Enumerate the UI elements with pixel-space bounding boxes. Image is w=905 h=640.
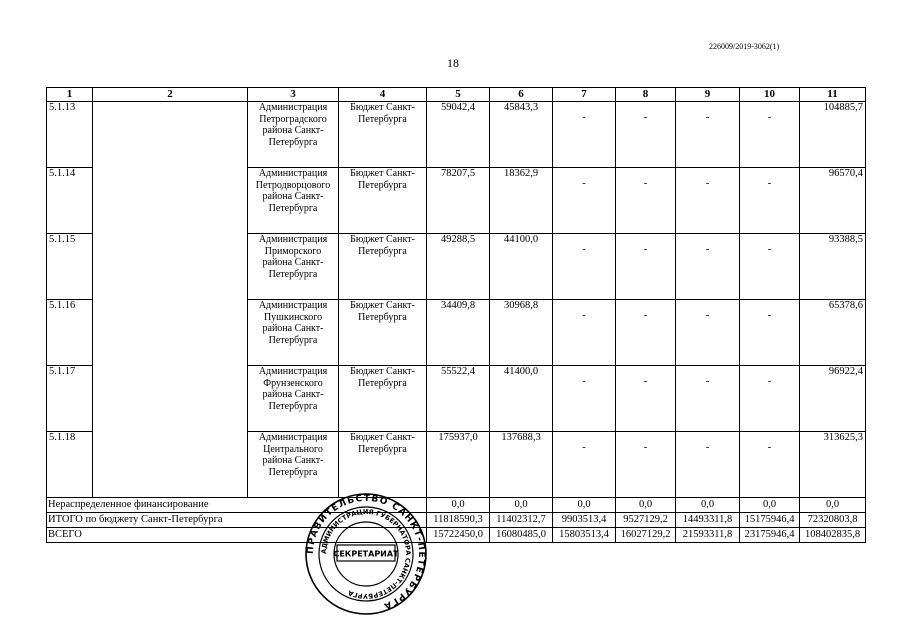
value-cell: 175937,0 [427, 432, 490, 498]
summary-label: ИТОГО по бюджету Санкт-Петербурга [47, 513, 427, 528]
summary-row-unallocated [47, 498, 866, 513]
value-cell: 55522,4 [427, 366, 490, 432]
merged-empty-cell [93, 102, 248, 498]
summary-value: 15803513,4 [553, 528, 616, 543]
summary-value: 72320803,8 [800, 513, 866, 528]
summary-value: 108402835,8 [800, 528, 866, 543]
column-header: 7 [553, 88, 616, 102]
column-header: 8 [616, 88, 676, 102]
value-cell: - [616, 234, 676, 300]
page-number: 18 [447, 56, 459, 70]
column-header: 6 [490, 88, 553, 102]
summary-value: 14493311,8 [676, 513, 740, 528]
row-number: 5.1.13 [47, 102, 93, 168]
total-cell: 65378,6 [800, 300, 866, 366]
value-cell: 44100,0 [490, 234, 553, 300]
summary-value: 11402312,7 [490, 513, 553, 528]
row-number: 5.1.17 [47, 366, 93, 432]
document-number: 226009/2019-3062(1) [709, 42, 780, 51]
value-cell: - [676, 168, 740, 234]
total-cell: 93388,5 [800, 234, 866, 300]
value-cell: 30968,8 [490, 300, 553, 366]
source-cell: Бюджет Санкт-Петербурга [339, 168, 427, 234]
summary-value: 0,0 [800, 498, 866, 513]
summary-value: 0,0 [676, 498, 740, 513]
summary-value: 16080485,0 [490, 528, 553, 543]
value-cell: 34409,8 [427, 300, 490, 366]
value-cell: - [676, 102, 740, 168]
column-header: 4 [339, 88, 427, 102]
value-cell: 137688,3 [490, 432, 553, 498]
value-cell: 78207,5 [427, 168, 490, 234]
value-cell: - [616, 102, 676, 168]
summary-value: 0,0 [616, 498, 676, 513]
column-header: 9 [676, 88, 740, 102]
value-cell: 45843,3 [490, 102, 553, 168]
source-cell: Бюджет Санкт-Петербурга [339, 366, 427, 432]
summary-value: 0,0 [427, 498, 490, 513]
value-cell: - [553, 234, 616, 300]
summary-value: 11818590,3 [427, 513, 490, 528]
summary-value: 9903513,4 [553, 513, 616, 528]
value-cell: - [553, 168, 616, 234]
source-cell: Бюджет Санкт-Петербурга [339, 300, 427, 366]
seal-inner-text: АДМИНИСТРАЦИЯ ГУБЕРНАТОРА САНКТ-ПЕТЕРБУРГА [319, 507, 413, 601]
value-cell: - [553, 102, 616, 168]
summary-value: 0,0 [740, 498, 800, 513]
column-header: 3 [248, 88, 339, 102]
agency-cell: Администрация Фрунзенского района Санкт-Петербурга [248, 366, 339, 432]
summary-value: 9527129,2 [616, 513, 676, 528]
total-cell: 313625,3 [800, 432, 866, 498]
value-cell: - [676, 300, 740, 366]
value-cell: - [740, 168, 800, 234]
value-cell: - [740, 432, 800, 498]
value-cell: - [616, 300, 676, 366]
column-header: 10 [740, 88, 800, 102]
value-cell: - [553, 366, 616, 432]
value-cell: - [740, 102, 800, 168]
source-cell: Бюджет Санкт-Петербурга [339, 102, 427, 168]
seal-outer-text: ПРАВИТЕЛЬСТВО САНКТ-ПЕТЕРБУРГА [305, 493, 427, 611]
summary-value: 0,0 [553, 498, 616, 513]
agency-cell: Администрация Приморского района Санкт-Петербурга [248, 234, 339, 300]
value-cell: - [740, 366, 800, 432]
value-cell: - [676, 234, 740, 300]
agency-cell: Администрация Центрального района Санкт-Петербурга [248, 432, 339, 498]
agency-cell: Администрация Пушкинского района Санкт-Петербурга [248, 300, 339, 366]
summary-value: 0,0 [490, 498, 553, 513]
summary-row-grand-total [47, 528, 866, 543]
column-header: 5 [427, 88, 490, 102]
value-cell: - [616, 432, 676, 498]
value-cell: - [676, 432, 740, 498]
summary-value: 16027129,2 [616, 528, 676, 543]
table-row [47, 102, 866, 168]
summary-row-budget-total [47, 513, 866, 528]
value-cell: - [740, 300, 800, 366]
summary-value: 15722450,0 [427, 528, 490, 543]
agency-cell: Администрация Петроградского района Санкт-Петербурга [248, 102, 339, 168]
column-header: 1 [47, 88, 93, 102]
row-number: 5.1.15 [47, 234, 93, 300]
total-cell: 96922,4 [800, 366, 866, 432]
total-cell: 96570,4 [800, 168, 866, 234]
value-cell: - [616, 366, 676, 432]
value-cell: - [616, 168, 676, 234]
summary-label: ВСЕГО [47, 528, 427, 543]
total-cell: 104885,7 [800, 102, 866, 168]
column-header: 2 [93, 88, 248, 102]
value-cell: - [553, 300, 616, 366]
value-cell: 41400,0 [490, 366, 553, 432]
seal-center-text: СЕКРЕТАРИАТ [333, 549, 399, 559]
summary-value: 21593311,8 [676, 528, 740, 543]
agency-cell: Администрация Петродворцового района Санкт-Петербурга [248, 168, 339, 234]
row-number: 5.1.16 [47, 300, 93, 366]
value-cell: 59042,4 [427, 102, 490, 168]
summary-value: 15175946,4 [740, 513, 800, 528]
summary-label: Нераспределенное финансирование [47, 498, 427, 513]
value-cell: - [553, 432, 616, 498]
row-number: 5.1.18 [47, 432, 93, 498]
official-seal [304, 492, 428, 616]
summary-value: 23175946,4 [740, 528, 800, 543]
value-cell: - [740, 234, 800, 300]
row-number: 5.1.14 [47, 168, 93, 234]
table-header-row [47, 88, 866, 102]
value-cell: 49288,5 [427, 234, 490, 300]
source-cell: Бюджет Санкт-Петербурга [339, 432, 427, 498]
value-cell: - [676, 366, 740, 432]
value-cell: 18362,9 [490, 168, 553, 234]
source-cell: Бюджет Санкт-Петербурга [339, 234, 427, 300]
budget-table [46, 87, 866, 543]
column-header: 11 [800, 88, 866, 102]
